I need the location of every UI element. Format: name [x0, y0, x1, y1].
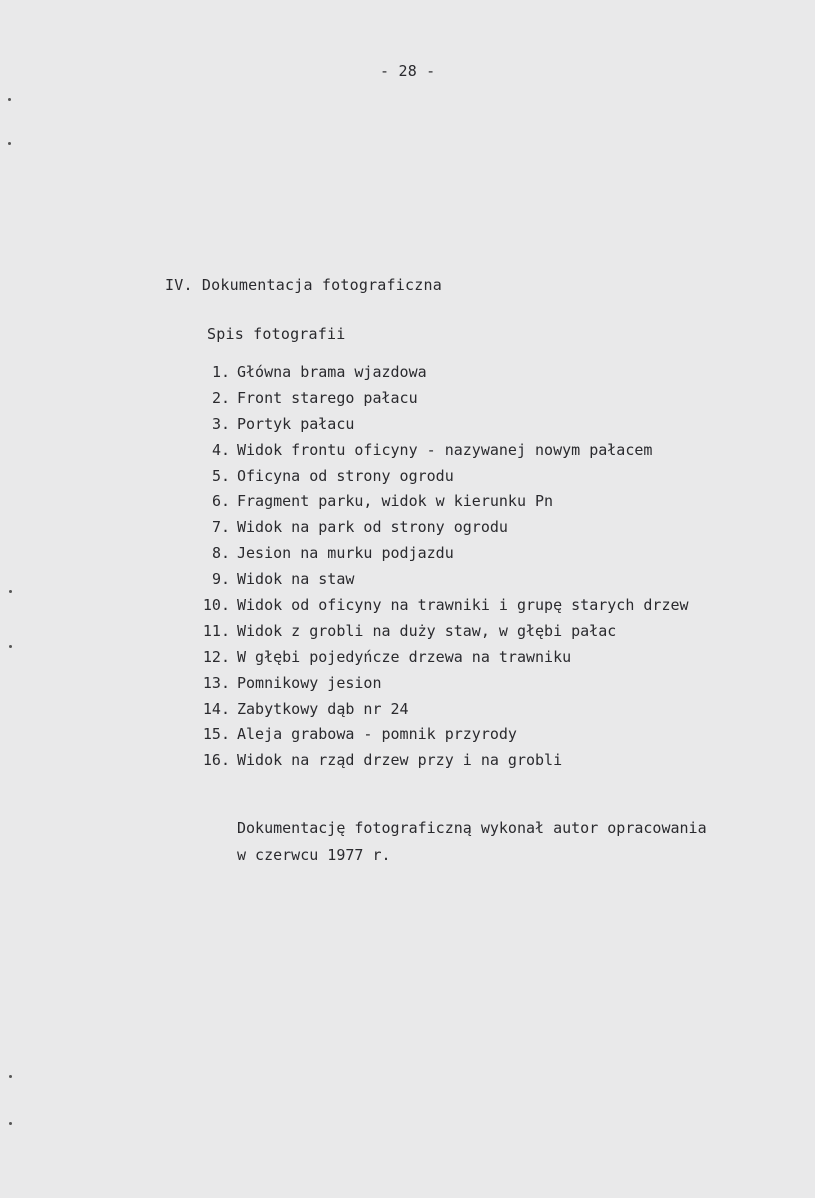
list-item-text: Aleja grabowa - pomnik przyrody — [237, 725, 517, 744]
list-item-number: 4. — [211, 440, 230, 459]
list-item-text: Zabytkowy dąb nr 24 — [237, 699, 409, 718]
list-item-text: Pomnikowy jesion — [237, 673, 382, 692]
list-item — [190, 360, 689, 386]
list-item-number: 16. — [202, 751, 230, 770]
list-item-text: Widok na rząd drzew przy i na grobli — [237, 751, 563, 770]
list-item-number: 15. — [202, 725, 230, 744]
list-item — [190, 671, 689, 697]
list-item — [190, 464, 689, 490]
list-item — [190, 541, 689, 567]
list-item-number: 6. — [211, 492, 230, 511]
note-line: w czerwcu 1977 r. — [237, 846, 391, 864]
photo-credit-note — [237, 815, 707, 869]
list-item-number: 12. — [202, 647, 230, 666]
list-item-text: Widok z grobli na duży staw, w głębi pałac — [237, 621, 617, 640]
list-item — [190, 438, 689, 464]
list-item-text: Widok od oficyny na trawniki i grupę starych drzew — [237, 596, 689, 615]
margin-speck — [9, 590, 12, 593]
list-item — [190, 489, 689, 515]
photo-list — [190, 360, 689, 774]
list-item-number: 11. — [202, 621, 230, 640]
margin-speck — [9, 1122, 12, 1125]
list-item-number: 2. — [211, 388, 230, 407]
list-item-number: 10. — [202, 596, 230, 615]
list-item-text: Jesion na murku podjazdu — [237, 544, 454, 563]
list-item-text: W głębi pojedyńcze drzewa na trawniku — [237, 647, 572, 666]
margin-speck — [8, 98, 11, 101]
list-item — [190, 412, 689, 438]
list-item-text: Widok na staw — [237, 570, 355, 589]
list-item — [190, 645, 689, 671]
list-item — [190, 515, 689, 541]
page-number: - 28 - — [380, 62, 436, 80]
list-item — [190, 593, 689, 619]
list-item-text: Oficyna od strony ogrodu — [237, 466, 454, 485]
list-item-number: 14. — [202, 699, 230, 718]
list-item — [190, 748, 689, 774]
photo-list-heading: Spis fotografii — [207, 325, 346, 343]
list-item-text: Widok frontu oficyny - nazywanej nowym pałacem — [237, 440, 653, 459]
margin-speck — [9, 645, 12, 648]
section-heading: IV. Dokumentacja fotograficzna — [165, 276, 442, 294]
list-item-number: 7. — [211, 518, 230, 537]
margin-speck — [9, 1075, 12, 1078]
list-item-number: 13. — [202, 673, 230, 692]
list-item-number: 9. — [211, 570, 230, 589]
list-item — [190, 697, 689, 723]
list-item — [190, 722, 689, 748]
list-item — [190, 386, 689, 412]
list-item-number: 5. — [211, 466, 230, 485]
note-line: Dokumentację fotograficzną wykonał autor opracowania — [237, 819, 707, 837]
list-item-text: Portyk pałacu — [237, 414, 355, 433]
list-item-number: 1. — [211, 363, 230, 381]
list-item — [190, 619, 689, 645]
list-item-number: 8. — [211, 544, 230, 563]
list-item-text: Główna brama wjazdowa — [237, 363, 427, 381]
list-item-text: Front starego pałacu — [237, 388, 418, 407]
list-item-text: Fragment parku, widok w kierunku Pn — [237, 492, 554, 511]
list-item — [190, 567, 689, 593]
margin-speck — [8, 142, 11, 145]
list-item-text: Widok na park od strony ogrodu — [237, 518, 508, 537]
list-item-number: 3. — [211, 414, 230, 433]
